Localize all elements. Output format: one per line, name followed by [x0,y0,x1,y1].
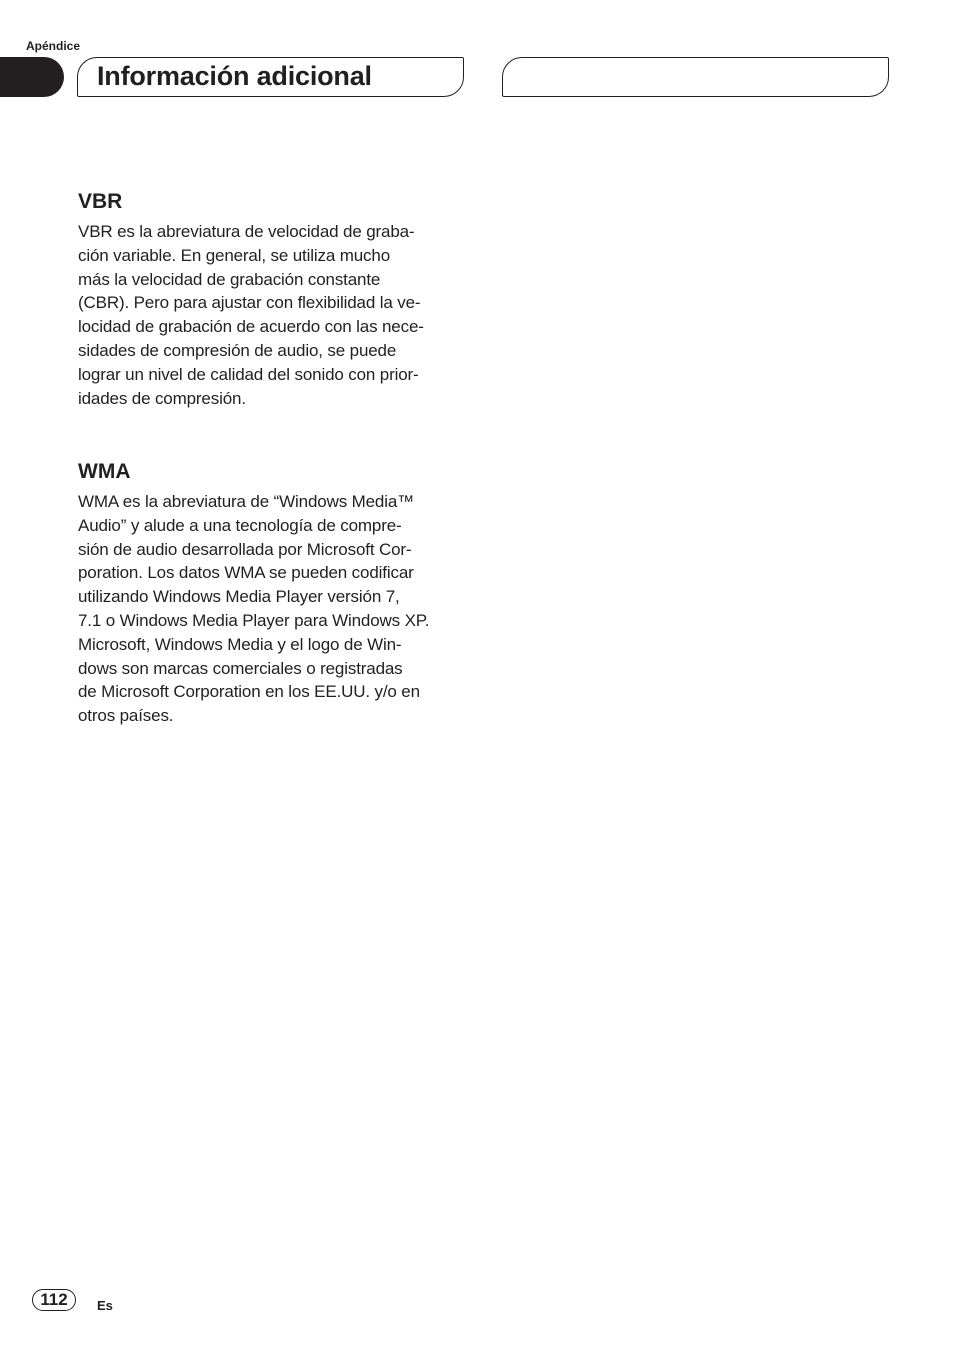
body-line: 7.1 o Windows Media Player para Windows XP. [78,610,430,630]
body-line: otros países. [78,706,174,726]
body-line: WMA es la abreviatura de “Windows Media™ [78,492,415,511]
language-code: Es [97,1298,113,1313]
body-line: lograr un nivel de calidad del sonido con prior- [78,364,419,384]
body-line: sidades de compresión de audio, se puede [78,340,397,360]
body-line: idades de compresión. [78,388,246,408]
body-line: dows son marcas comerciales o registradas [78,658,403,678]
body-line: poration. Los datos WMA se pueden codificar [78,563,414,583]
section-tab-marker [0,57,64,97]
body-line: (CBR). Pero para ajustar con flexibilidad la ve- [78,293,421,313]
body-line: Microsoft, Windows Media y el logo de Win- [78,634,402,654]
body-line: más la velocidad de grabación constante [78,269,381,289]
article-wma [78,459,468,728]
article-vbr [78,189,468,410]
body-line: utilizando Windows Media Player versión 7, [78,587,400,607]
body-line: sión de audio desarrollada por Microsoft Cor- [78,539,412,559]
body-line: Audio” y alude a una tecnología de compre- [78,515,402,535]
article-heading: VBR [78,190,123,213]
page-title: Información adicional [97,61,372,91]
article-body [78,490,468,728]
page-number: 112 [32,1289,76,1311]
section-label: Apéndice [26,39,81,53]
body-line: locidad de grabación de acuerdo con las nece- [78,317,424,337]
article-heading: WMA [78,460,131,483]
article-body [78,220,468,410]
body-line: ción variable. En general, se utiliza mucho [78,245,391,265]
body-line: de Microsoft Corporation en los EE.UU. y/o en [78,682,420,702]
header-empty-box [502,57,889,97]
header-title-box [77,57,464,97]
body-line: VBR es la abreviatura de velocidad de graba- [78,222,415,241]
